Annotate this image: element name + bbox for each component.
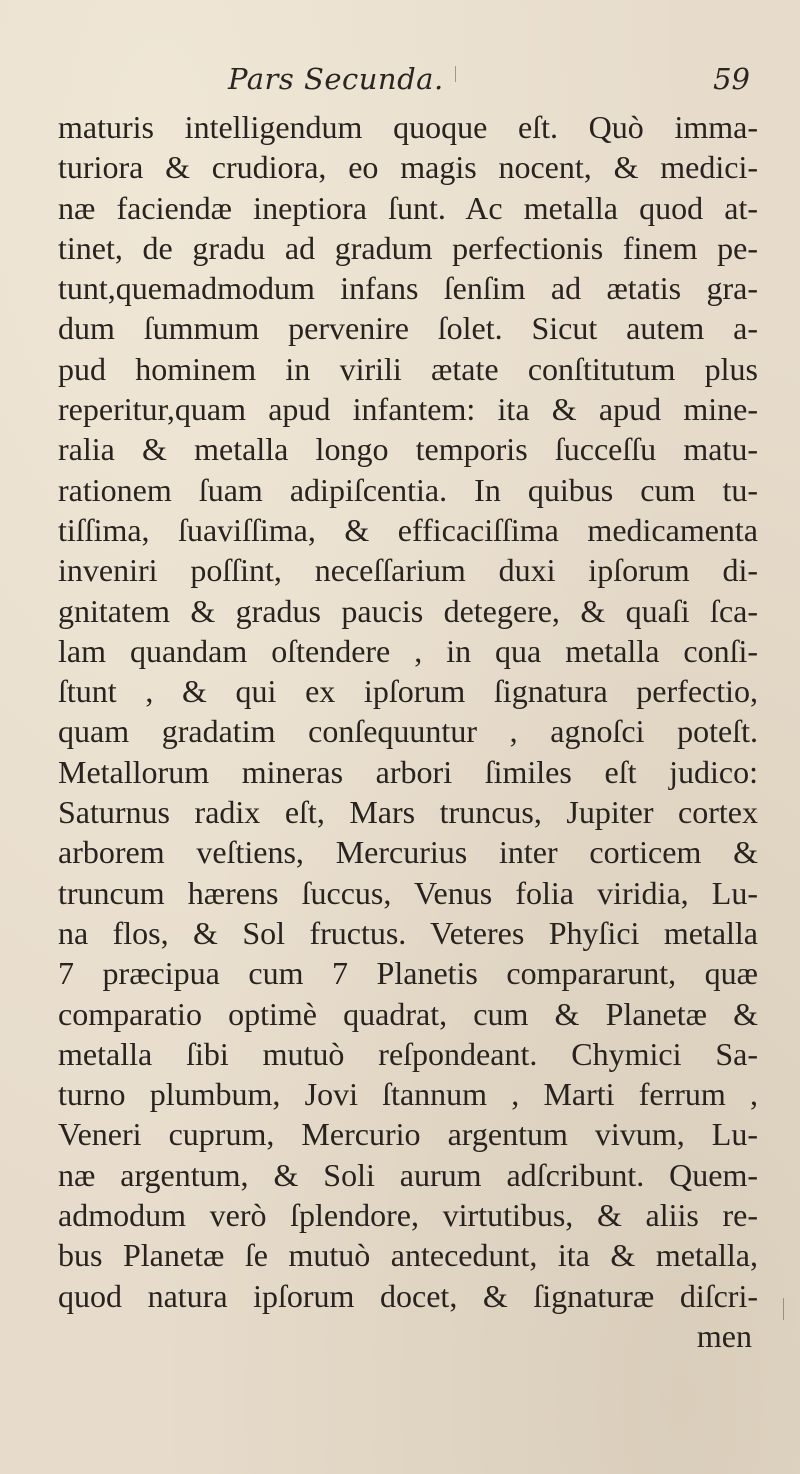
text-line: metalla ſibi mutuò reſpondeant. Chymici Sa- [58,1035,758,1072]
text-line: næ faciendæ ineptiora ſunt. Ac metalla quod at- [58,189,758,226]
text-line: comparatio optimè quadrat, cum & Planetæ & [58,995,758,1032]
text-line: maturis intelligendum quoque eſt. Quò imma- [58,109,758,145]
text-line: bus Planetæ ſe mutuò antecedunt, ita & metalla, [58,1237,758,1274]
text-line: reperitur,quam apud infantem: ita & apud mine- [58,391,758,428]
text-line: tiſſima, ſuaviſſima, & efficaciſſima medicamenta [58,511,758,548]
text-line: admodum verò ſplendore, virtutibus, & aliis re- [58,1197,758,1234]
text-line: tinet, de gradu ad gradum perfectionis finem pe- [58,229,758,266]
text-line: truncum hærens ſuccus, Venus folia viridia, Lu- [58,874,758,911]
text-line: ralia & metalla longo temporis ſucceſſu matu- [58,431,758,468]
text-line: gnitatem & gradus paucis detegere, & quaſi ſca- [58,592,758,629]
running-title: Pars Secunda. [228,62,444,96]
text-line: pud hominem in virili ætate conſtitutum plus [58,350,758,387]
text-line: turno plumbum, Jovi ſtannum , Marti ferrum , [58,1076,758,1113]
print-mark [783,1298,784,1320]
text-line: Veneri cuprum, Mercurio argentum vivum, Lu- [58,1116,758,1153]
body-text [58,107,758,1356]
page-number: 59 [713,62,750,96]
text-line: næ argentum, & Soli aurum adſcribunt. Quem- [58,1156,758,1193]
text-line: inveniri poſſint, neceſſarium duxi ipſorum di- [58,552,758,589]
catchword: men [696,1317,752,1354]
text-line: Metallorum mineras arbori ſimiles eſt judico: [58,753,758,790]
text-line: na flos, & Sol fructus. Veteres Phyſici metalla [58,914,758,951]
text-line: rationem ſuam adipiſcentia. In quibus cum tu- [58,471,758,508]
text-line: lam quandam oſtendere , in qua metalla conſi- [58,632,758,669]
text-line: 7 præcipua cum 7 Planetis compararunt, quæ [58,955,758,992]
text-line: ſtunt , & qui ex ipſorum ſignatura perfectio, [58,673,758,710]
text-line: arborem veſtiens, Mercurius inter corticem & [58,834,758,871]
text-line: dum ſummum pervenire ſolet. Sicut autem a- [58,310,758,347]
text-line: turiora & crudiora, eo magis nocent, & medici- [58,149,758,186]
text-line: Saturnus radix eſt, Mars truncus, Jupiter cortex [58,794,758,831]
running-head [60,62,750,106]
text-line: quam gradatim conſequuntur , agnoſci poteſt. [58,713,758,750]
text-line: tunt,quemadmodum infans ſenſim ad ætatis gra- [58,270,758,307]
text-line: quod natura ipſorum docet, & ſignaturæ diſcri- [58,1277,758,1314]
